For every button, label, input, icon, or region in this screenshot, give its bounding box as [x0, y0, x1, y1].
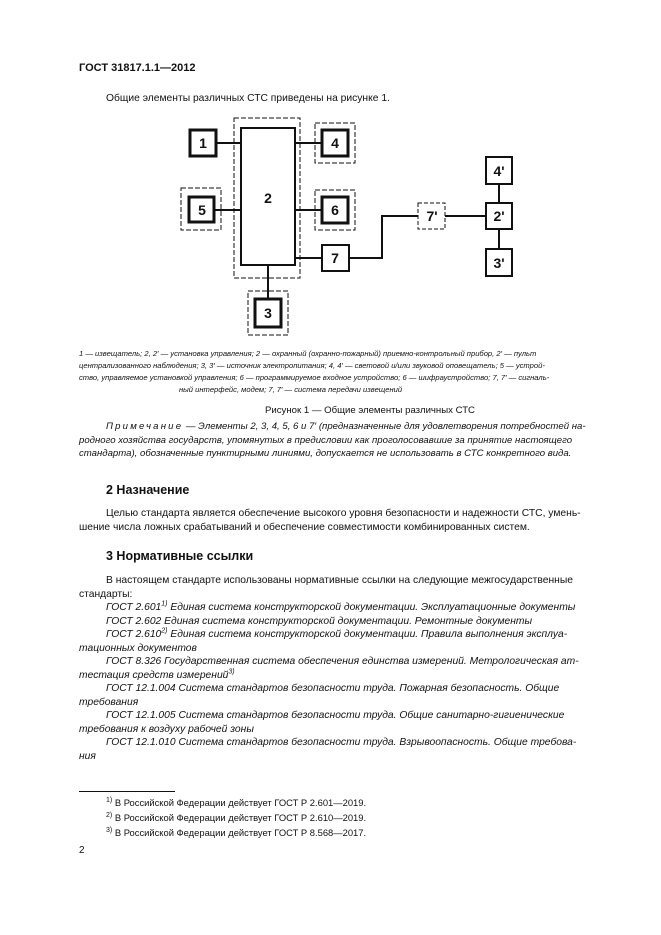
footnote-2: $^{2)}$ В Российской Федерации действует ГОСТ Р 2.610—2019.	[106, 811, 367, 823]
legend-line: ство, управляемое установкой управления; 6 — программируемое входное устройство; 6 — шифраустройство; 7, 7′ — сигналь-	[79, 373, 550, 382]
section-2-body	[79, 507, 619, 534]
figure-note	[79, 420, 619, 461]
section-2-title: 2 Назначение	[106, 483, 190, 497]
note-label: Примечание	[106, 421, 184, 432]
footnote-1: $^{1)}$ В Российской Федерации действует ГОСТ Р 2.601—2019.	[106, 796, 367, 808]
section-3-body	[79, 574, 619, 763]
reference-item: ГОСТ 12.1.005 Система стандартов безопасности труда. Общие санитарно-гигиенические требования к воздуху рабочей зоны	[79, 710, 565, 735]
block-3-label: 3	[264, 305, 272, 321]
reference-item: ГОСТ 2.610$^{2)}$ Единая система конструкторской документации. Правила выполнения эксплуа- тационных документов	[79, 627, 568, 654]
legend-line: ный интерфейс, модем; 7, 7′ — система передачи извещений	[179, 385, 403, 394]
note-line-2: родного хозяйства государств, упомянутых в предисловии как проголосовавшие за принятие настоящего	[79, 434, 573, 446]
section-2-line-1: Целью стандарта является обеспечение высокого уровня безопасности и надежности СТС, умень-	[106, 508, 581, 519]
section-3-intro-1: В настоящем стандарте использованы нормативные ссылки на следующие межгосударственные	[106, 575, 573, 586]
reference-item: ГОСТ 8.326 Государственная система обеспечения единства измерений. Метрологическая ат- тестация средств измерений$^{3)}$	[79, 656, 579, 681]
figure-legend	[79, 348, 619, 396]
block-2p-label: 2'	[493, 208, 505, 224]
reference-item: ГОСТ 12.1.010 Система стандартов безопасности труда. Взрывоопасность. Общие требова- ния	[79, 737, 577, 762]
figure-caption: Рисунок 1 — Общие элементы различных СТС	[265, 405, 475, 416]
section-3-intro-2: стандарты:	[79, 588, 133, 600]
block-6-label: 6	[331, 202, 339, 218]
block-4p-label: 4'	[493, 163, 505, 179]
footnote-3: $^{3)}$ В Российской Федерации действует ГОСТ Р 8.568—2017.	[106, 826, 367, 838]
note-line-3: стандарта), обозначенные пунктирными линиями, допускается не использовать в СТС конкретного вида.	[79, 448, 572, 459]
legend-line: 1 — извещатель; 2, 2′ — установка управления; 2 — охранный (охранно-пожарный) приемно-контрольный прибор, 2′ — пульт	[79, 349, 537, 358]
legend-line: централизованного наблюдения; 3, 3′ — источник электропитания; 4, 4′ — световой и/или звуковой оповещатель; 5 — устрой-	[79, 361, 545, 370]
reference-item: ГОСТ 2.601$^{1)}$ Единая система конструкторской документации. Эксплуатационные документы	[106, 600, 576, 613]
block-2-label: 2	[264, 190, 272, 206]
note-line-1: — Элементы 2, 3, 4, 5, 6 и 7′ (предназначенные для удовлетворения потребностей на-	[183, 421, 586, 432]
section-2-line-2: шение числа ложных срабатываний и обеспечение совместимости комбинированных систем.	[79, 521, 530, 533]
block-7-label: 7	[331, 250, 339, 266]
reference-item: ГОСТ 2.602 Единая система конструкторской документации. Ремонтные документы	[106, 615, 533, 627]
block-5-label: 5	[198, 202, 206, 218]
block-4-label: 4	[331, 135, 339, 151]
intro-text: Общие элементы различных СТС приведены на рисунке 1.	[106, 93, 390, 104]
block-1-label: 1	[199, 135, 207, 151]
reference-item: ГОСТ 12.1.004 Система стандартов безопасности труда. Пожарная безопасность. Общие требования	[79, 683, 560, 708]
block-3p-label: 3'	[493, 255, 505, 271]
section-3-title: 3 Нормативные ссылки	[106, 549, 254, 563]
document-header: ГОСТ 31817.1.1—2012	[79, 62, 196, 74]
figure-1-diagram	[170, 110, 530, 345]
page-number: 2	[79, 845, 85, 856]
footnote-separator	[79, 791, 175, 792]
block-7p-label: 7'	[426, 208, 438, 224]
